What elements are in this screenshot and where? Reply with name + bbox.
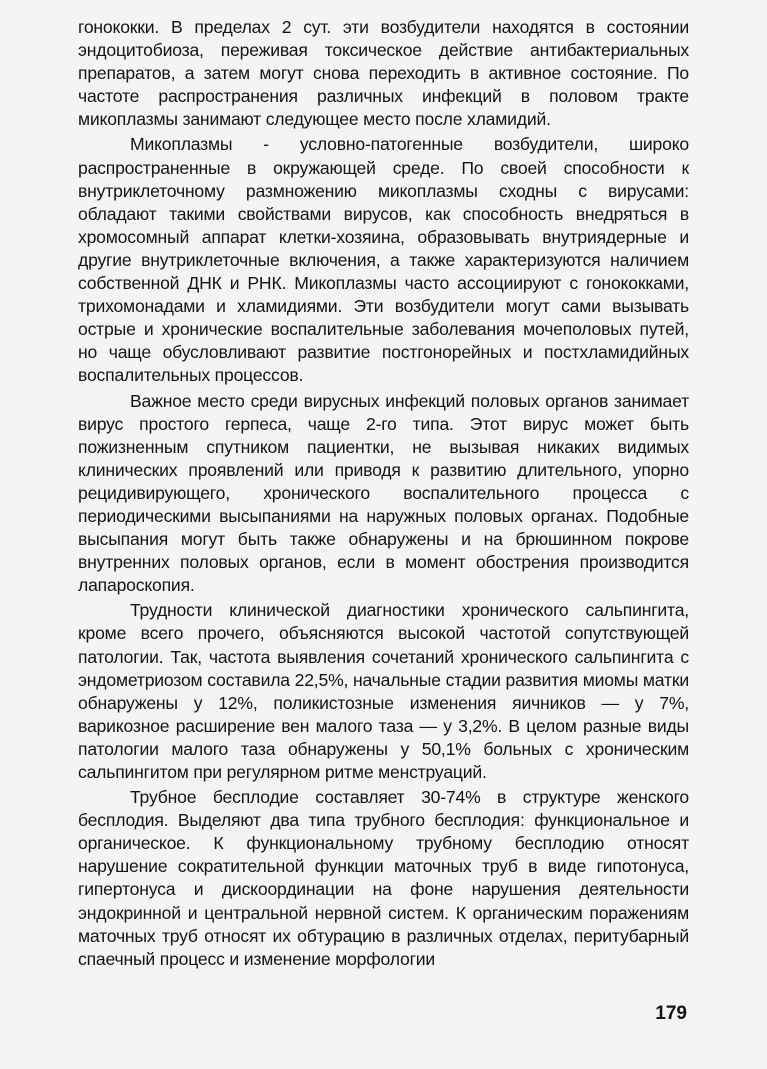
paragraph-tubal-infertility: Трубное бесплодие составляет 30-74% в структуре женского бесплодия. Выделяют два типа трубного бесплодия: функциональное и органическое. К функциональному трубному бесплодию относят нарушение сократительной функции маточных труб в виде гипотонуса, гипертонуса и дискоординации на фоне нарушения деятельности эндокринной и центральной нервной систем. К органическим поражениям маточных труб относят их обтурацию в различных отделах, перитубарный спаечный процесс и изменение морфологии xyxy=(78,787,689,969)
paragraph-mycoplasma: Микоплазмы - условно-патогенные возбудители, широко распространенные в окружающей среде. По своей способности к внутриклеточному размножению микоплазмы сходны с вирусами: обладают такими свойствами вирусов, как способность внедряться в хромосомный аппарат клетки-хозяина, образовывать внутриядерные и другие внутриклеточные включения, а также характеризуются наличием собственной ДНК и РНК. Микоплазмы часто ассоциируют с гонококками, трихомонадами и хламидиями. Эти возбудители могут сами вызывать острые и хронические воспалительные заболевания мочеполовых путей, но чаще обусловливают развитие постгонорейных и постхламидийных воспалительных процессов. xyxy=(78,134,689,386)
page-number: 179 xyxy=(655,1003,687,1024)
paragraph-continuation: гонококки. В пределах 2 сут. эти возбудители находятся в состоянии эндоцитобиоза, переживая токсическое действие антибактериальных препаратов, а затем могут снова переходить в активное состояние. По частоте распространения различных инфекций в половом тракте микоплазмы занимают следующее место после хламидий. xyxy=(78,17,689,130)
paragraph-herpes: Важное место среди вирусных инфекций половых органов занимает вирус простого герпеса, чаще 2-го типа. Этот вирус может быть пожизненным спутником пациентки, не вызывая никаких видимых клинических проявлений или приводя к развитию длительного, упорно рецидивирующего, хронического воспалительного процесса с периодическими высыпаниями на наружных половых органах. Подобные высыпания могут быть также обнаружены и на брюшинном покрове внутренних половых органов, если в момент обострения производится лапароскопия. xyxy=(78,390,689,596)
paragraph-diagnostics: Трудности клинической диагностики хронического сальпингита, кроме всего прочего, объясняются высокой частотой сопутствующей патологии. Так, частота выявления сочетаний хронического сальпингита с эндометриозом составила 22,5%, начальные стадии развития миомы матки обнаружены у 12%, поликистозные изменения яичников — у 7%, варикозное расширение вен малого таза — у 3,2%. В целом разные виды патологии малого таза обнаружены у 50,1% больных с хроническим сальпингитом при регулярном ритме менструаций. xyxy=(78,600,689,782)
